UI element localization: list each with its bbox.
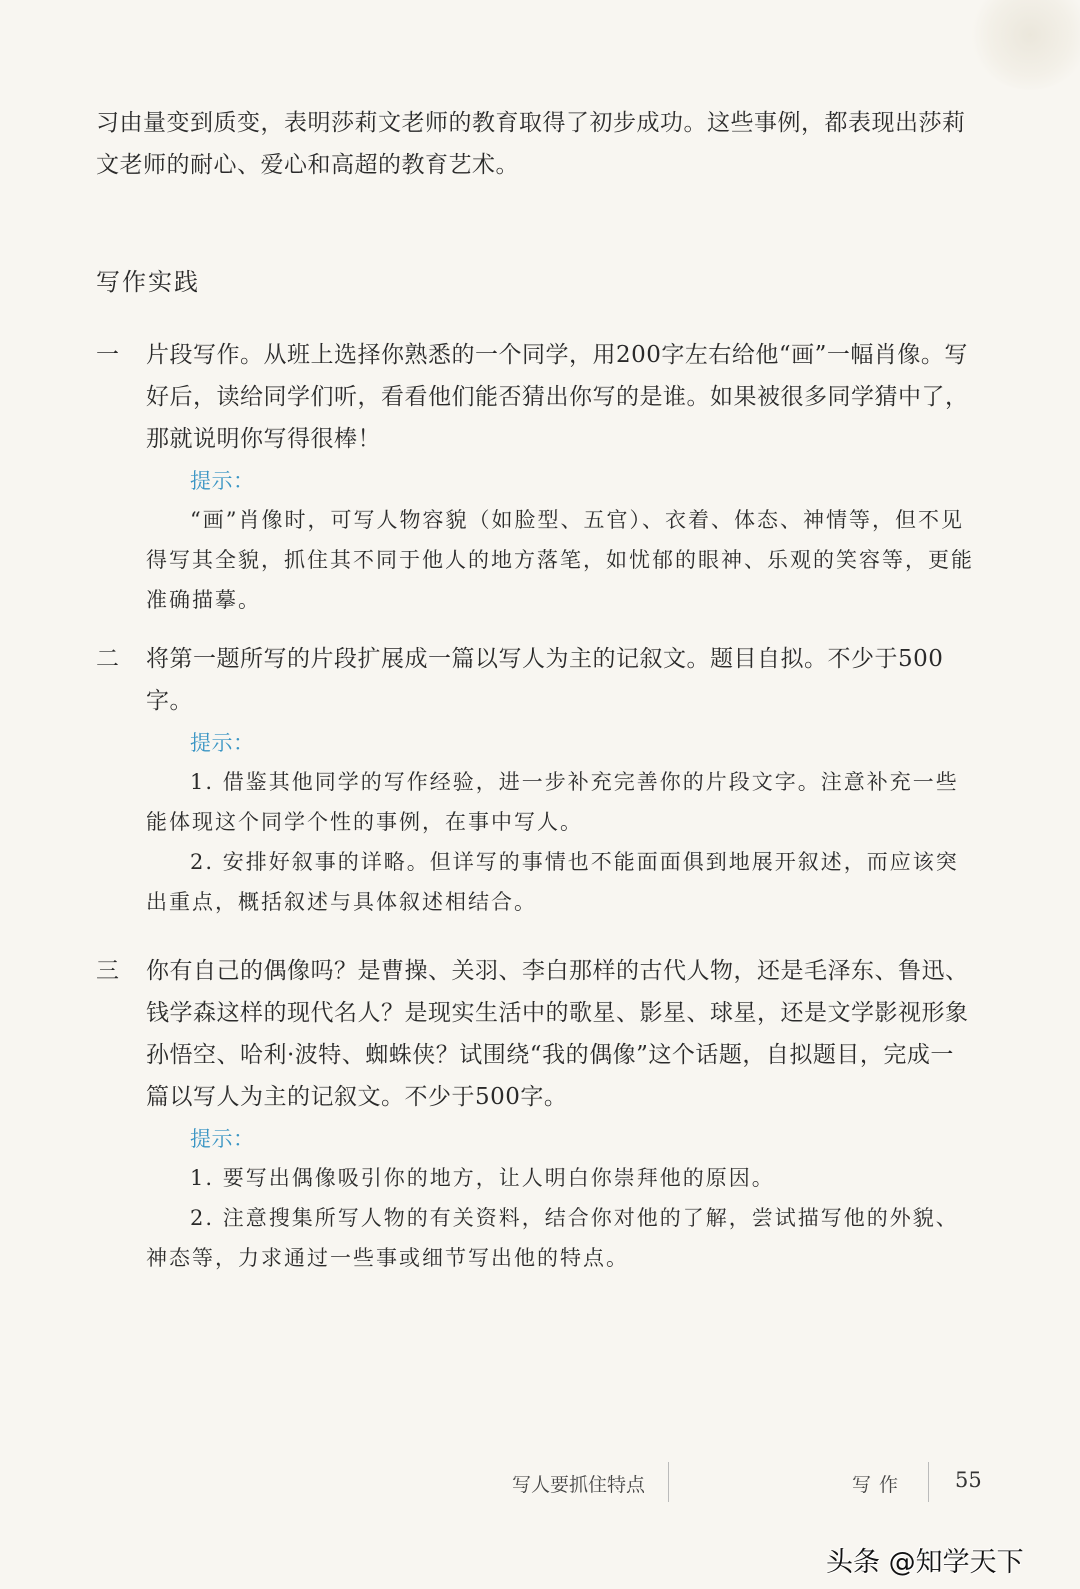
item-number: 二: [96, 646, 119, 672]
section-title: 写作实践: [96, 268, 200, 296]
footer-divider: [928, 1462, 929, 1502]
item-prompt: 你有自己的偶像吗？是曹操、关羽、李白那样的古代人物，还是毛泽东、鲁迅、钱学森这样的现代名人？是现实生活中的歌星、影星、球星，还是文学影视形象孙悟空、哈利·波特、蜘蛛侠？试围绕“我的偶像”这个话题，自拟题目，完成一篇以写人为主的记叙文。不少于500字。: [146, 958, 969, 1110]
item-number: 一: [96, 342, 119, 368]
hint-paragraph: 2. 注意搜集所写人物的有关资料，结合你对他的了解，尝试描写他的外貌、神态等，力求通过一些事或细节写出他的特点。: [146, 1206, 959, 1270]
footer-divider: [668, 1462, 669, 1502]
exercise-item-1: [96, 334, 976, 620]
footer-chapter-title: 写人要抓住特点: [512, 1474, 646, 1496]
footer-section-label: 写作: [852, 1474, 907, 1496]
hint-paragraph: 1. 借鉴其他同学的写作经验，进一步补充完善你的片段文字。注意补充一些能体现这个同学个性的事例，在事中写人。: [146, 770, 959, 834]
intro-paragraph: 习由量变到质变，表明莎莉文老师的教育取得了初步成功。这些事例，都表现出莎莉文老师的耐心、爱心和高超的教育艺术。: [96, 110, 966, 178]
hint-label: 提示：: [190, 469, 255, 493]
page-number: 55: [955, 1468, 982, 1492]
hint-paragraph: “画”肖像时，可写人物容貌（如脸型、五官）、衣着、体态、神情等，但不见得写其全貌，抓住其不同于他人的地方落笔，如忧郁的眼神、乐观的笑容等，更能准确描摹。: [146, 508, 974, 612]
exercise-item-3: [96, 950, 976, 1278]
hint-label: 提示：: [190, 731, 255, 755]
watermark: 头条 @知学天下: [826, 1547, 1024, 1578]
hint-paragraph: 1. 要写出偶像吸引你的地方，让人明白你崇拜他的原因。: [190, 1166, 775, 1190]
hint-paragraph: 2. 安排好叙事的详略。但详写的事情也不能面面俱到地展开叙述，而应该突出重点，概括叙述与具体叙述相结合。: [146, 850, 959, 914]
exercise-item-2: [96, 638, 976, 922]
hint-label: 提示：: [190, 1127, 255, 1151]
page-corner-decoration: [970, 0, 1080, 90]
item-prompt: 将第一题所写的片段扩展成一篇以写人为主的记叙文。题目自拟。不少于500字。: [146, 646, 944, 714]
item-prompt: 片段写作。从班上选择你熟悉的一个同学，用200字左右给他“画”一幅肖像。写好后，读给同学们听，看看他们能否猜出你写的是谁。如果被很多同学猜中了，那就说明你写得很棒！: [146, 342, 969, 452]
item-number: 三: [96, 958, 119, 984]
